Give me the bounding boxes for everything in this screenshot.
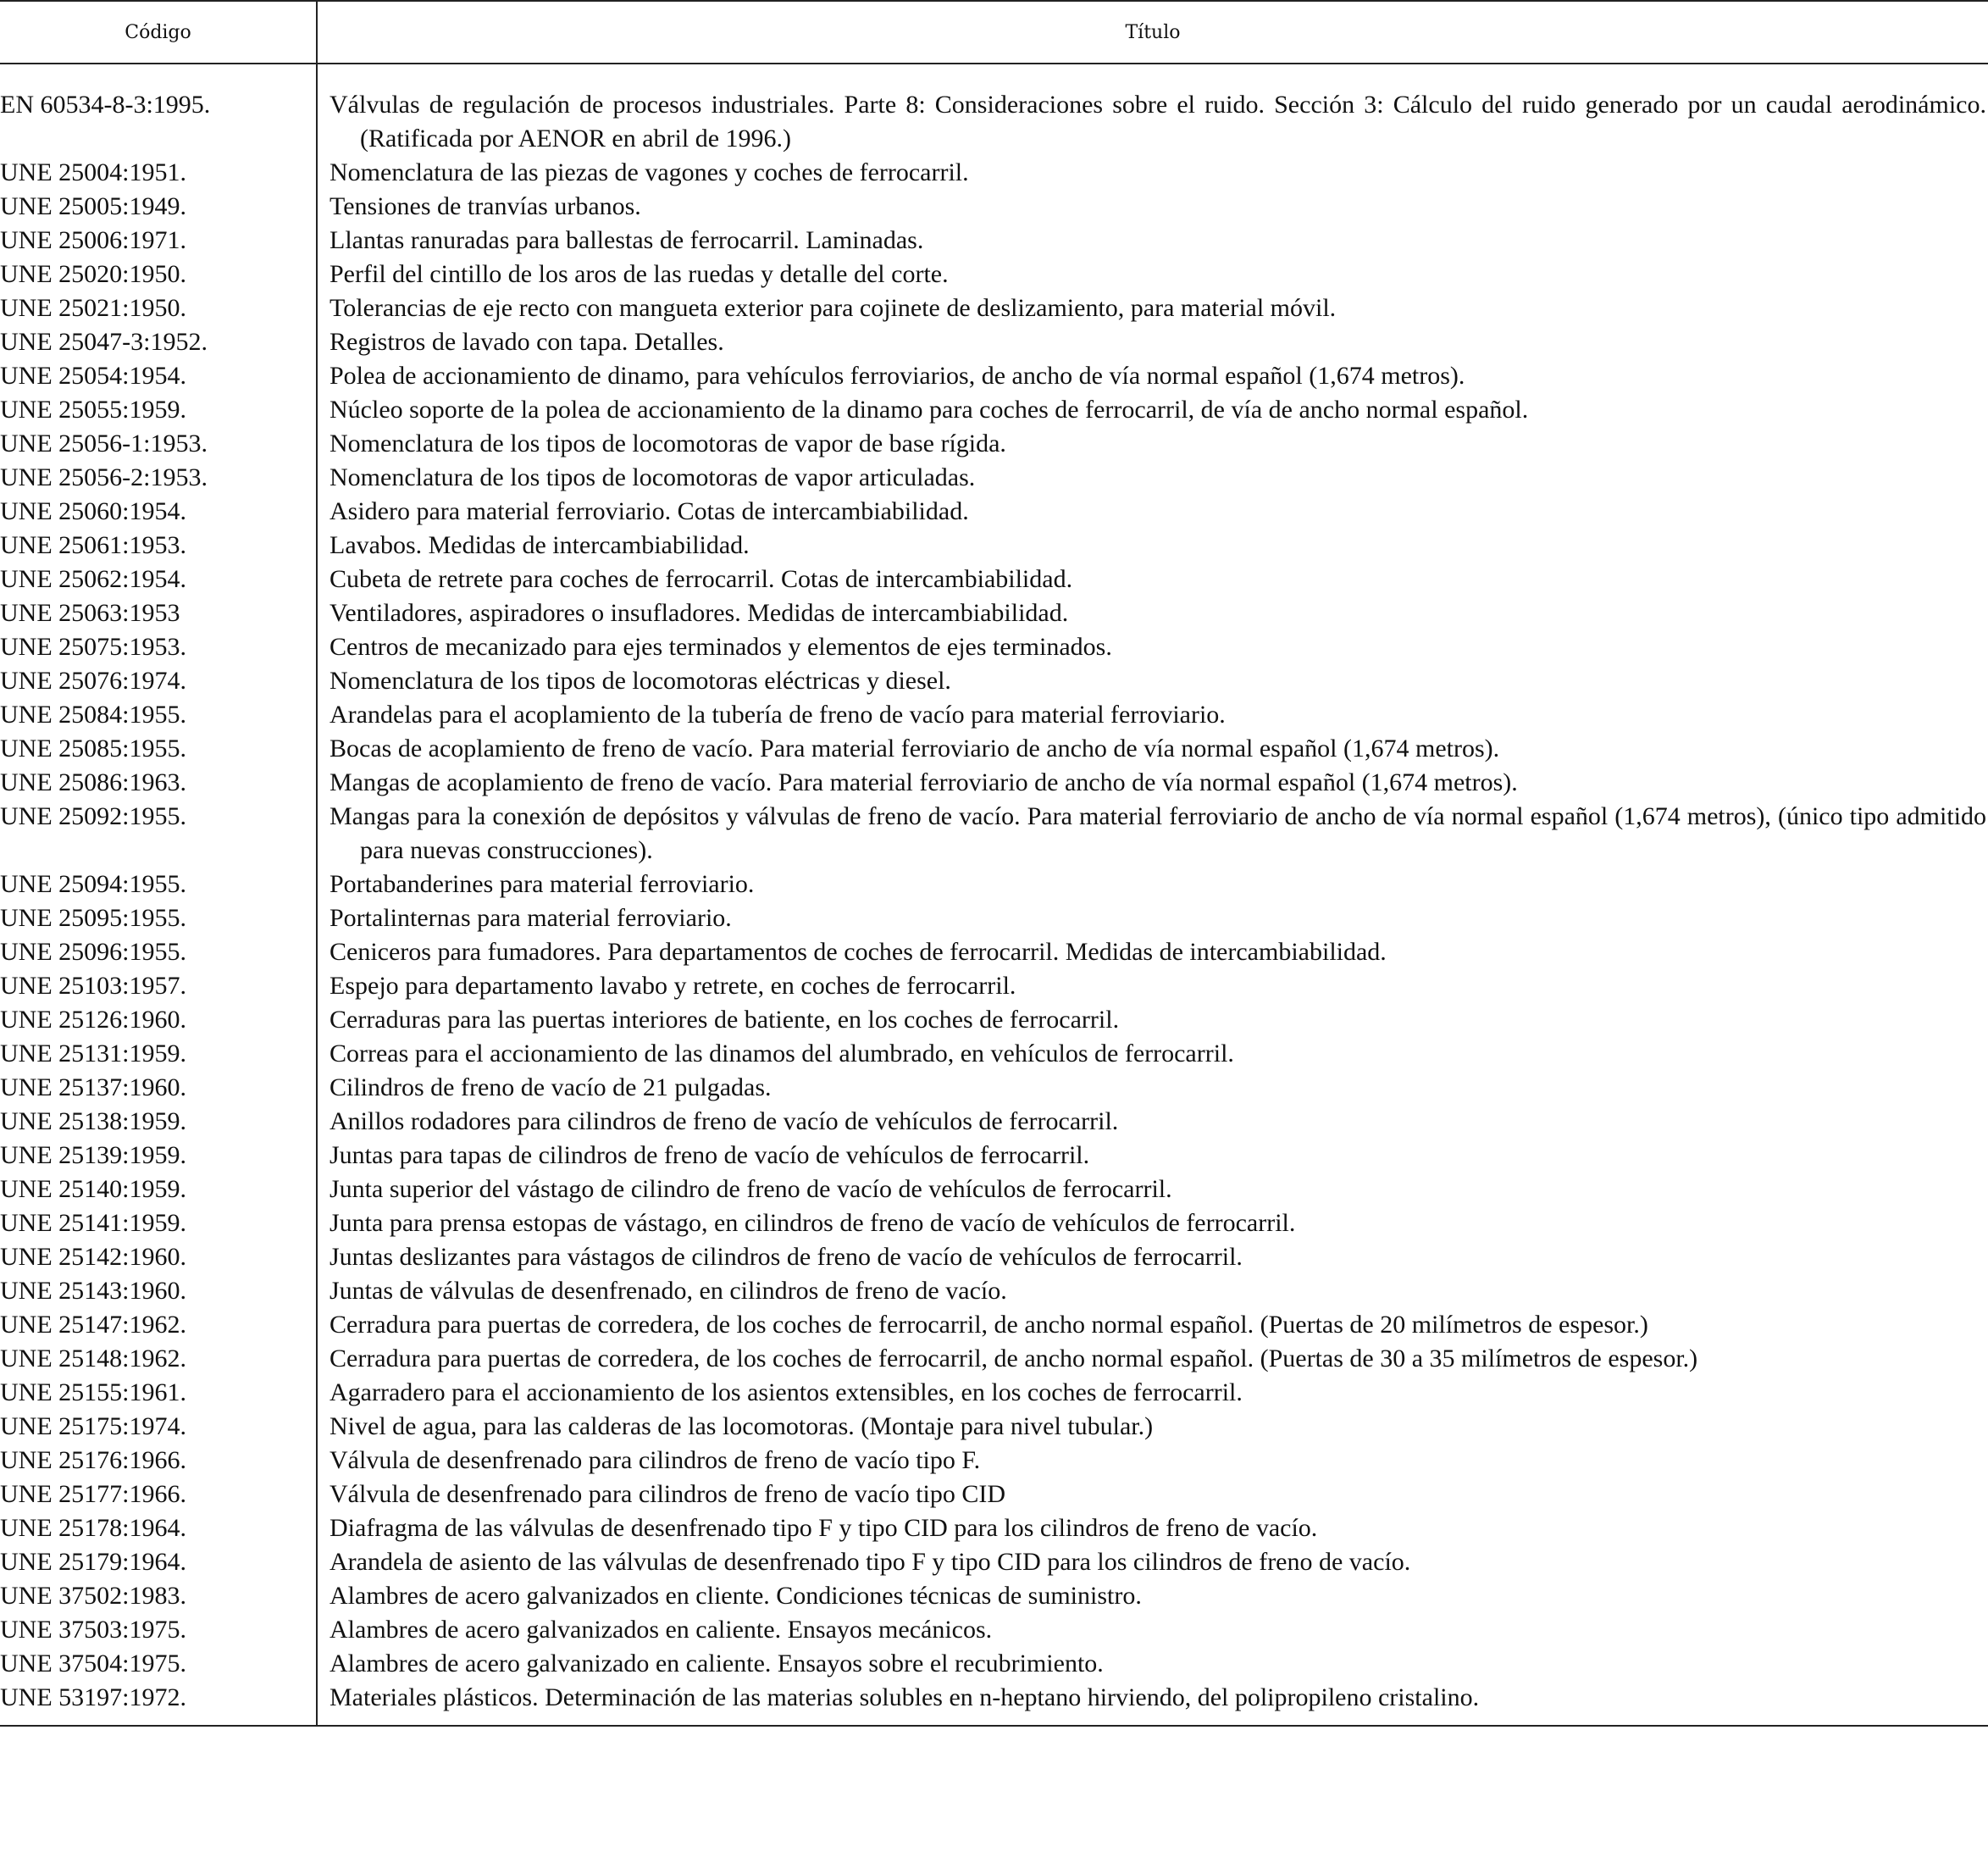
table-row — [0, 901, 1988, 935]
table-row — [0, 427, 1988, 461]
standard-title: Arandelas para el acoplamiento de la tubería de freno de vacío para material ferroviario. — [329, 701, 1226, 729]
standard-title: Cerradura para puertas de corredera, de los coches de ferrocarril, de ancho normal español. (Puertas de 30 a 35 milímetros de espesor.) — [329, 1345, 1698, 1372]
standard-title-cell — [317, 1545, 1988, 1579]
standard-title-cell — [317, 325, 1988, 359]
standard-code: UNE 25092:1955. — [0, 800, 317, 868]
standard-code: UNE 25177:1966. — [0, 1478, 317, 1511]
standard-title: Asidero para material ferroviario. Cotas de intercambiabilidad. — [329, 497, 969, 525]
standard-title-cell — [317, 1173, 1988, 1206]
standard-title: Juntas para tapas de cilindros de freno de vacío de vehículos de ferrocarril. — [329, 1141, 1090, 1169]
standard-code: UNE 25086:1963. — [0, 766, 317, 800]
standard-title: Válvula de desenfrenado para cilindros de freno de vacío tipo CID — [329, 1480, 1006, 1508]
table-row — [0, 1579, 1988, 1613]
standard-title: Nomenclatura de los tipos de locomotoras eléctricas y diesel. — [329, 667, 951, 695]
standard-title-cell — [317, 698, 1988, 732]
table-row — [0, 1071, 1988, 1105]
standard-title: Perfil del cintillo de los aros de las ruedas y detalle del corte. — [329, 260, 949, 288]
standard-title: Cerradura para puertas de corredera, de los coches de ferrocarril, de ancho normal español. (Puertas de 20 milímetros de espesor.) — [329, 1311, 1648, 1339]
standard-title-cell — [317, 393, 1988, 427]
standard-title: Correas para el accionamiento de las dinamos del alumbrado, en vehículos de ferrocarril. — [329, 1040, 1234, 1067]
standard-title: Cerraduras para las puertas interiores de batiente, en los coches de ferrocarril. — [329, 1006, 1120, 1034]
standard-title: Portalinternas para material ferroviario. — [329, 904, 732, 932]
standard-title: Materiales plásticos. Determinación de las materias solubles en n-heptano hirviendo, del polipropileno cristalino. — [329, 1683, 1480, 1711]
table-row — [0, 325, 1988, 359]
table-row — [0, 190, 1988, 224]
standard-title: Espejo para departamento lavabo y retrete, en coches de ferrocarril. — [329, 972, 1016, 1000]
table-row — [0, 935, 1988, 969]
standard-code: UNE 25061:1953. — [0, 529, 317, 563]
standard-code: UNE 25126:1960. — [0, 1003, 317, 1037]
table-row — [0, 1274, 1988, 1308]
standard-code: UNE 25179:1964. — [0, 1545, 317, 1579]
standard-title: Tolerancias de eje recto con mangueta exterior para cojinete de deslizamiento, para material móvil. — [329, 294, 1337, 322]
standard-title: Centros de mecanizado para ejes terminados y elementos de ejes terminados. — [329, 633, 1112, 661]
standard-code: UNE 53197:1972. — [0, 1681, 317, 1726]
table-row — [0, 529, 1988, 563]
standard-title: Juntas de válvulas de desenfrenado, en cilindros de freno de vacío. — [329, 1277, 1007, 1305]
standard-code: UNE 25137:1960. — [0, 1071, 317, 1105]
standard-title: Alambres de acero galvanizados en caliente. Ensayos mecánicos. — [329, 1616, 993, 1644]
standard-title: Nomenclatura de los tipos de locomotoras de vapor de base rígida. — [329, 430, 1006, 457]
standard-code: UNE 25175:1974. — [0, 1410, 317, 1444]
standard-title: Junta para prensa estopas de vástago, en cilindros de freno de vacío de vehículos de ferrocarril. — [329, 1209, 1296, 1237]
standard-title: Ventiladores, aspiradores o insufladores. Medidas de intercambiabilidad. — [329, 599, 1069, 627]
table-row — [0, 359, 1988, 393]
standard-title-cell — [317, 1342, 1988, 1376]
standard-title-cell — [317, 1071, 1988, 1105]
table-row — [0, 1444, 1988, 1478]
standard-title-cell — [317, 156, 1988, 190]
standard-title-cell — [317, 1003, 1988, 1037]
standard-title-cell — [317, 1139, 1988, 1173]
standard-title-cell — [317, 1478, 1988, 1511]
table-row — [0, 868, 1988, 901]
standard-title-cell — [317, 901, 1988, 935]
table-row — [0, 1545, 1988, 1579]
standard-code: UNE 25148:1962. — [0, 1342, 317, 1376]
table-row — [0, 1240, 1988, 1274]
standard-title: Nomenclatura de las piezas de vagones y coches de ferrocarril. — [329, 158, 969, 186]
table-row — [0, 800, 1988, 868]
standard-title: Nivel de agua, para las calderas de las locomotoras. (Montaje para nivel tubular.) — [329, 1412, 1154, 1440]
standard-code: UNE 25076:1974. — [0, 664, 317, 698]
standard-title-cell — [317, 190, 1988, 224]
standard-title: Alambres de acero galvanizados en cliente. Condiciones técnicas de suministro. — [329, 1582, 1142, 1610]
standard-title: Portabanderines para material ferroviario. — [329, 870, 755, 898]
standard-title-cell — [317, 224, 1988, 258]
standard-title: Anillos rodadores para cilindros de freno de vacío de vehículos de ferrocarril. — [329, 1107, 1119, 1135]
standard-code: UNE 25131:1959. — [0, 1037, 317, 1071]
standard-title-cell — [317, 563, 1988, 596]
table-row — [0, 563, 1988, 596]
standard-title-cell — [317, 1105, 1988, 1139]
table-row — [0, 1511, 1988, 1545]
table-row — [0, 664, 1988, 698]
table-row — [0, 1206, 1988, 1240]
standard-code: UNE 25147:1962. — [0, 1308, 317, 1342]
standard-title: Juntas deslizantes para vástagos de cilindros de freno de vacío de vehículos de ferrocarril. — [329, 1243, 1243, 1271]
standard-title-cell — [317, 732, 1988, 766]
standard-title: Agarradero para el accionamiento de los asientos extensibles, en los coches de ferrocarril. — [329, 1378, 1243, 1406]
standard-code: UNE 25060:1954. — [0, 495, 317, 529]
standard-title-cell — [317, 1206, 1988, 1240]
standard-title: Bocas de acoplamiento de freno de vacío. Para material ferroviario de ancho de vía normal español (1,674 metros). — [329, 735, 1500, 762]
standard-title-cell — [317, 1647, 1988, 1681]
standard-code: UNE 25062:1954. — [0, 563, 317, 596]
standard-title-cell — [317, 1037, 1988, 1071]
standard-title-cell — [317, 1579, 1988, 1613]
standard-title: Ceniceros para fumadores. Para departamentos de coches de ferrocarril. Medidas de intercambiabilidad. — [329, 938, 1387, 966]
table-row — [0, 1478, 1988, 1511]
standard-title-cell — [317, 935, 1988, 969]
standard-title: Alambres de acero galvanizado en caliente. Ensayos sobre el recubrimiento. — [329, 1650, 1104, 1677]
standard-title-cell — [317, 1444, 1988, 1478]
standard-title: Arandela de asiento de las válvulas de desenfrenado tipo F y tipo CID para los cilindros de freno de vacío. — [329, 1548, 1411, 1576]
standard-title-cell — [317, 1681, 1988, 1726]
table-row — [0, 1037, 1988, 1071]
standard-title-cell — [317, 359, 1988, 393]
standard-code: UNE 25095:1955. — [0, 901, 317, 935]
standard-title: Cilindros de freno de vacío de 21 pulgadas. — [329, 1073, 772, 1101]
standard-title-cell — [317, 1274, 1988, 1308]
standard-title-cell — [317, 1613, 1988, 1647]
table-row — [0, 596, 1988, 630]
standard-code: UNE 25075:1953. — [0, 630, 317, 664]
standard-code: UNE 25094:1955. — [0, 868, 317, 901]
table-row — [0, 1105, 1988, 1139]
standard-title-cell — [317, 1410, 1988, 1444]
standard-code: UNE 25005:1949. — [0, 190, 317, 224]
table-row — [0, 1410, 1988, 1444]
standard-title-cell — [317, 64, 1988, 156]
table-row — [0, 1003, 1988, 1037]
standard-title-cell — [317, 427, 1988, 461]
table-row — [0, 156, 1988, 190]
table-row — [0, 1376, 1988, 1410]
standard-code: UNE 25056-1:1953. — [0, 427, 317, 461]
standard-title: Mangas de acoplamiento de freno de vacío. Para material ferroviario de ancho de vía normal español (1,674 metros). — [329, 768, 1518, 796]
standard-code: UNE 25096:1955. — [0, 935, 317, 969]
table-row — [0, 1139, 1988, 1173]
standard-code: UNE 25176:1966. — [0, 1444, 317, 1478]
table-row — [0, 698, 1988, 732]
standard-code: UNE 25085:1955. — [0, 732, 317, 766]
table-row — [0, 1647, 1988, 1681]
column-header-title: Título — [317, 1, 1988, 64]
standard-code: UNE 25006:1971. — [0, 224, 317, 258]
standard-code: UNE 37503:1975. — [0, 1613, 317, 1647]
standard-title-cell — [317, 630, 1988, 664]
standard-code: UNE 25020:1950. — [0, 258, 317, 291]
standard-title-cell — [317, 800, 1988, 868]
standard-title: Lavabos. Medidas de intercambiabilidad. — [329, 531, 750, 559]
standard-title-cell — [317, 1376, 1988, 1410]
table-row — [0, 1613, 1988, 1647]
standard-code: UNE 25021:1950. — [0, 291, 317, 325]
standard-title-cell — [317, 1511, 1988, 1545]
standard-code: UNE 25155:1961. — [0, 1376, 317, 1410]
table-body — [0, 64, 1988, 1726]
table-row — [0, 969, 1988, 1003]
standard-title-cell — [317, 258, 1988, 291]
standard-code: UNE 25054:1954. — [0, 359, 317, 393]
table-row — [0, 393, 1988, 427]
standard-code: UNE 25139:1959. — [0, 1139, 317, 1173]
standard-title-cell — [317, 291, 1988, 325]
standard-title: Válvulas de regulación de procesos industriales. Parte 8: Consideraciones sobre el ruido. Sección 3: Cálculo del ruido generado por un caudal aerodinámico. (Ratificada por AENOR en abril de 1996.) — [329, 91, 1986, 152]
standard-title: Llantas ranuradas para ballestas de ferrocarril. Laminadas. — [329, 226, 924, 254]
standard-title: Cubeta de retrete para coches de ferrocarril. Cotas de intercambiabilidad. — [329, 565, 1073, 593]
table-row — [0, 258, 1988, 291]
standard-title: Núcleo soporte de la polea de accionamiento de la dinamo para coches de ferrocarril, de vía de ancho normal español. — [329, 396, 1529, 424]
standard-code: UNE 25004:1951. — [0, 156, 317, 190]
standard-title: Diafragma de las válvulas de desenfrenado tipo F y tipo CID para los cilindros de freno de vacío. — [329, 1514, 1318, 1542]
standard-code: UNE 25178:1964. — [0, 1511, 317, 1545]
standard-title: Junta superior del vástago de cilindro de freno de vacío de vehículos de ferrocarril. — [329, 1175, 1172, 1203]
standard-title-cell — [317, 495, 1988, 529]
standard-title-cell — [317, 766, 1988, 800]
standard-title: Nomenclatura de los tipos de locomotoras de vapor articuladas. — [329, 463, 976, 491]
standard-title-cell — [317, 1240, 1988, 1274]
standard-code: UNE 37504:1975. — [0, 1647, 317, 1681]
table-row — [0, 1173, 1988, 1206]
table-row — [0, 64, 1988, 156]
standard-code: UNE 25138:1959. — [0, 1105, 317, 1139]
table-row — [0, 1342, 1988, 1376]
standard-title-cell — [317, 529, 1988, 563]
standard-code: UNE 25055:1959. — [0, 393, 317, 427]
standard-code: UNE 25056-2:1953. — [0, 461, 317, 495]
table-row — [0, 766, 1988, 800]
standard-title-cell — [317, 461, 1988, 495]
standard-title: Polea de accionamiento de dinamo, para vehículos ferroviarios, de ancho de vía normal español (1,674 metros). — [329, 362, 1465, 390]
table-row — [0, 1308, 1988, 1342]
standard-title-cell — [317, 969, 1988, 1003]
table-row — [0, 732, 1988, 766]
table-header — [0, 1, 1988, 64]
column-header-code: Código — [0, 1, 317, 64]
standard-code: UNE 25084:1955. — [0, 698, 317, 732]
standard-title-cell — [317, 664, 1988, 698]
table-row — [0, 461, 1988, 495]
standard-title-cell — [317, 596, 1988, 630]
standard-title: Válvula de desenfrenado para cilindros de freno de vacío tipo F. — [329, 1446, 981, 1474]
standard-code: UNE 25143:1960. — [0, 1274, 317, 1308]
standard-code: UNE 25047-3:1952. — [0, 325, 317, 359]
standard-title: Registros de lavado con tapa. Detalles. — [329, 328, 724, 356]
standard-title: Tensiones de tranvías urbanos. — [329, 192, 641, 220]
standard-title-cell — [317, 1308, 1988, 1342]
table-row — [0, 630, 1988, 664]
standard-title: Mangas para la conexión de depósitos y válvulas de freno de vacío. Para material ferroviario de ancho de vía normal español (1,674 metros), (único tipo admitido para nuevas construcciones). — [329, 802, 1986, 864]
standard-code: UNE 25141:1959. — [0, 1206, 317, 1240]
table-row — [0, 224, 1988, 258]
standard-code: UNE 25103:1957. — [0, 969, 317, 1003]
standard-code: UNE 25142:1960. — [0, 1240, 317, 1274]
standard-code: UNE 37502:1983. — [0, 1579, 317, 1613]
standard-code: EN 60534-8-3:1995. — [0, 64, 317, 156]
table-row — [0, 1681, 1988, 1726]
standard-title-cell — [317, 868, 1988, 901]
standard-code: UNE 25140:1959. — [0, 1173, 317, 1206]
standard-code: UNE 25063:1953 — [0, 596, 317, 630]
table-row — [0, 495, 1988, 529]
table-row — [0, 291, 1988, 325]
